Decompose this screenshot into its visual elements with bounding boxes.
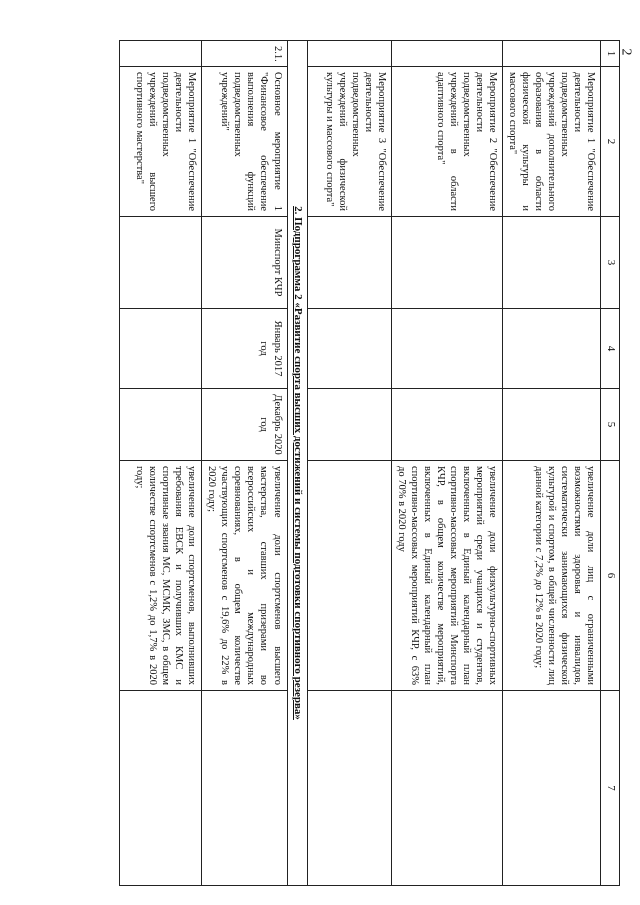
executor-cell — [392, 217, 503, 309]
table-row — [202, 41, 287, 886]
result-cell: увеличение доли спортсменов высшего мастерства, ставших призерами во всероссийских и международных соревнованиях, в общем количестве участвующих спортсменов с 19,6% до 22% в 2020 году; — [202, 461, 287, 691]
col-header-7: 7 — [601, 691, 620, 886]
row-number — [503, 41, 601, 67]
row-number — [120, 41, 202, 67]
col-header-4: 4 — [601, 309, 620, 389]
result-extra-cell — [392, 691, 503, 886]
start-cell: Январь 2017 год — [202, 309, 287, 389]
result-extra-cell — [308, 691, 392, 886]
end-cell — [120, 389, 202, 461]
end-cell — [308, 389, 392, 461]
result-cell — [308, 461, 392, 691]
subprogram-header-row — [287, 41, 308, 886]
result-extra-cell — [503, 691, 601, 886]
activity-cell: Мероприятие 2 "Обеспечение деятельности подведомственных учреждений в области адаптивного спорта" — [392, 67, 503, 217]
end-cell — [503, 389, 601, 461]
activity-cell: Основное мероприятие 1 "Финансовое обеспечение выполнения функций подведомственных учреждений" — [202, 67, 287, 217]
start-cell — [120, 309, 202, 389]
table-row — [120, 41, 202, 886]
start-cell — [308, 309, 392, 389]
end-cell: Декабрь 2020 год — [202, 389, 287, 461]
result-cell: увеличение доли физкультурно-спортивных мероприятий среди учащихся и студентов, включенных в Единый календарный план спортивно-массовых мероприятий Минспорта КЧР, в общем количестве мероприятий, включенных в Единый календарный план спортивно-массовых мероприятий КЧР, с 63% до 70% в 2020 году — [392, 461, 503, 691]
executor-cell — [308, 217, 392, 309]
table-row — [392, 41, 503, 886]
row-number: 2.1. — [202, 41, 287, 67]
col-header-1: 1 — [601, 41, 620, 67]
rotated-table-wrapper — [80, 40, 620, 885]
activities-table — [119, 40, 620, 886]
column-number-row — [601, 41, 620, 886]
executor-cell: Минспорт КЧР — [202, 217, 287, 309]
row-number — [308, 41, 392, 67]
table-row — [308, 41, 392, 886]
activity-cell: Мероприятие 1 "Обеспечение деятельности подведомственных учреждений дополнительного образования в области физической культуры и массового спорта" — [503, 67, 601, 217]
col-header-2: 2 — [601, 67, 620, 217]
executor-cell — [120, 217, 202, 309]
subprogram-title: 2. Подпрограмма 2 «Развитие спорта высших достижений и системы подготовки спортивного резерва» — [287, 41, 308, 886]
activity-cell: Мероприятие 1 "Обеспечение деятельности подведомственных учреждений высшего спортивного мастерства" — [120, 67, 202, 217]
page-number: 2 — [618, 48, 634, 56]
activity-cell: Мероприятие 3 "Обеспечение деятельности подведомственных учреждений физической культуры и массового спорта" — [308, 67, 392, 217]
result-cell: увеличение доли спортсменов, выполнивших требования ЕВСК и получивших КМС и спортивные звания МС, МСМК, ЗМС, в общем количестве спортсменов с 1,2% до 1,7% в 2020 году; — [120, 461, 202, 691]
col-header-6: 6 — [601, 461, 620, 691]
result-extra-cell — [202, 691, 287, 886]
col-header-3: 3 — [601, 217, 620, 309]
start-cell — [392, 309, 503, 389]
result-cell: увеличение доли лиц с ограниченными возможностями здоровья и инвалидов, систематически занимающихся физической культурой и спортом, в общей численности лиц данной категории с 7,2% до 12% в 2020 году; — [503, 461, 601, 691]
result-extra-cell — [120, 691, 202, 886]
row-number — [392, 41, 503, 67]
table-row — [503, 41, 601, 886]
start-cell — [503, 309, 601, 389]
end-cell — [392, 389, 503, 461]
executor-cell — [503, 217, 601, 309]
document-sheet — [80, 40, 620, 885]
col-header-5: 5 — [601, 389, 620, 461]
